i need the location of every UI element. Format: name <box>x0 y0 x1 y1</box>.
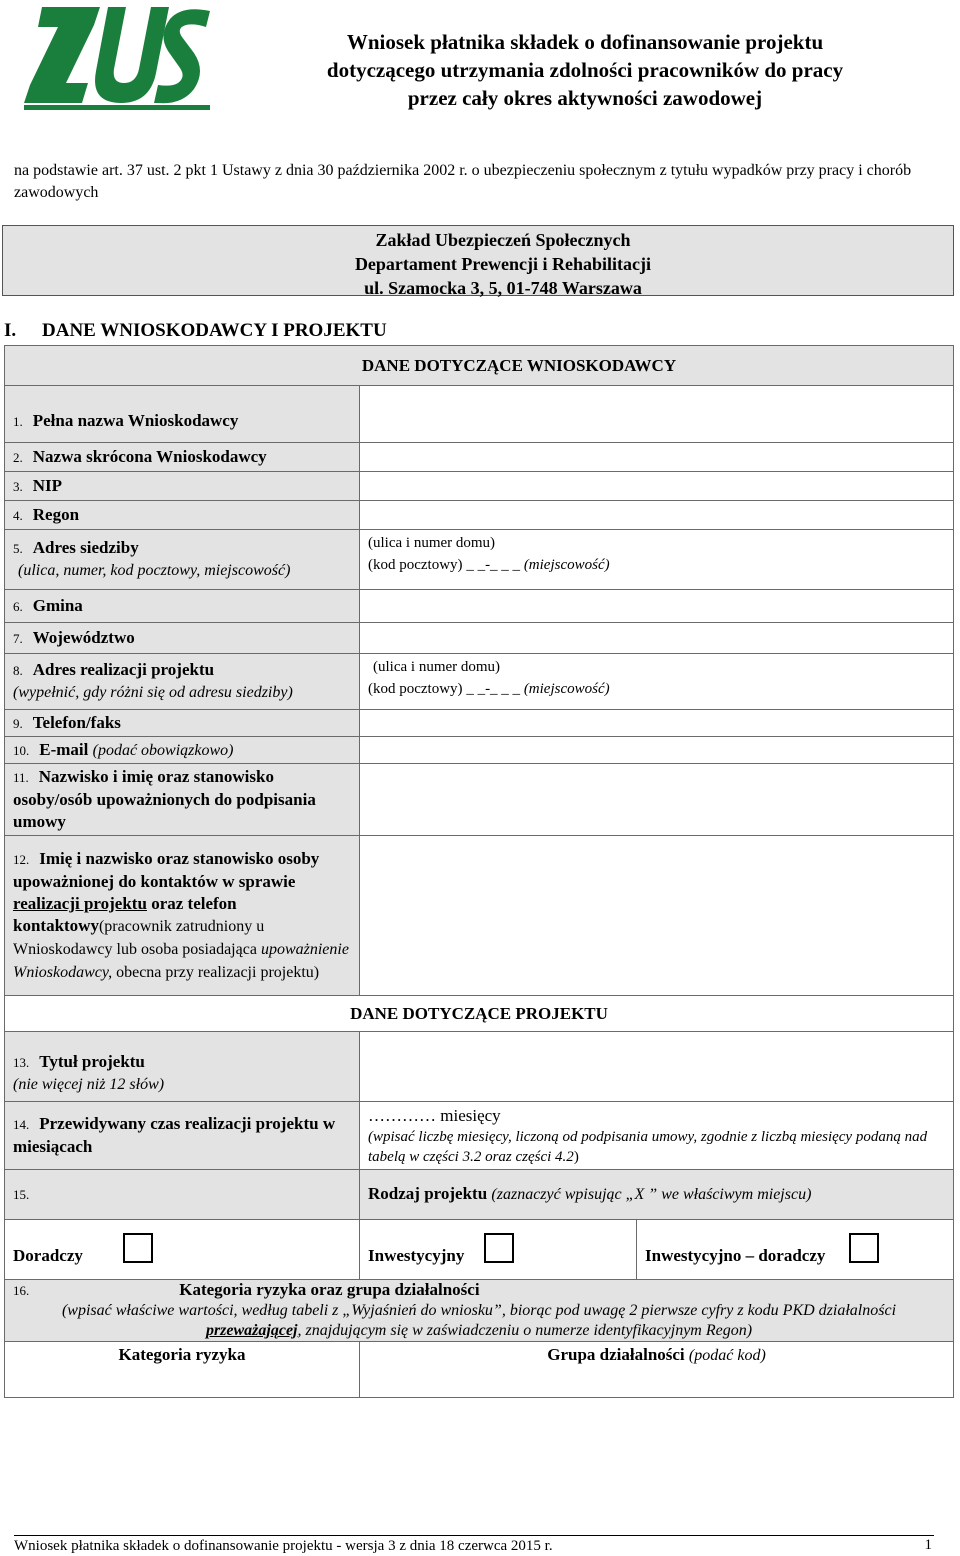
row-contact-person-label <box>5 836 360 996</box>
field-label: Kategoria ryzyka oraz grupa działalności <box>179 1280 480 1299</box>
commune-field[interactable] <box>360 590 954 623</box>
row-number: 4. <box>13 507 23 523</box>
checkbox-investment-advisory[interactable] <box>849 1233 879 1263</box>
field-hint: (zaznaczyć wpisując „X ” we właściwym miejscu) <box>491 1186 812 1203</box>
row-risk-category-header <box>5 1280 954 1342</box>
field-label: Nazwa skrócona Wnioskodawcy <box>32 446 267 466</box>
row-authorized-signatory-label <box>5 764 360 836</box>
row-number: 2. <box>13 449 23 465</box>
city-hint: (miejscowość) <box>523 681 610 697</box>
row-full-name-label <box>5 386 360 443</box>
row-regon-label <box>5 501 360 530</box>
field-label: NIP <box>32 475 63 495</box>
applicant-section-header <box>5 346 954 386</box>
page-footer: Wniosek płatnika składek o dofinansowanie projektu - wersja 3 z dnia 18 czerwca 2015 r. <box>14 1535 934 1555</box>
short-name-field[interactable] <box>360 443 954 472</box>
full-name-field[interactable] <box>360 386 954 443</box>
project-section-header <box>5 996 954 1032</box>
document-title <box>270 28 900 112</box>
row-number: 7. <box>13 630 23 646</box>
title-line-2: dotyczącego utrzymania zdolności pracowników do pracy <box>326 58 844 82</box>
duration-months-placeholder: ………… miesięcy <box>368 1105 501 1125</box>
type-option-investment <box>360 1220 637 1280</box>
zus-logo <box>22 5 212 111</box>
type-label-investment: Inwestycyjny <box>368 1245 465 1265</box>
row-voivodeship-label <box>5 623 360 654</box>
postal-mask: _ _-_ _ _ <box>466 557 521 573</box>
activity-group-label: Grupa działalności <box>547 1345 685 1364</box>
row-number: 10. <box>13 742 30 758</box>
risk-note-end: , znajdującym się w zaświadczeniu o numerze identyfikacyjnym Regon) <box>297 1322 753 1339</box>
field-label: Województwo <box>32 627 135 647</box>
row-nip-label <box>5 472 360 501</box>
field-label: Telefon/faks <box>32 712 121 732</box>
row-number: 14. <box>13 1117 30 1132</box>
field-hint: obecna przy realizacji projektu) <box>112 963 320 981</box>
type-label-advisory: Doradczy <box>13 1245 83 1265</box>
row-project-title-label <box>5 1032 360 1102</box>
row-number: 1. <box>13 413 23 429</box>
field-label: Adres realizacji projektu <box>32 660 215 679</box>
field-label-underlined: realizacji projektu <box>13 893 147 913</box>
seat-address-field[interactable] <box>360 530 954 590</box>
page-number: 1 <box>924 1537 932 1553</box>
row-project-type-number <box>5 1170 360 1220</box>
street-hint: (ulica i numer domu) <box>373 659 501 675</box>
field-label: Nazwisko i imię oraz stanowisko osoby/osób upoważnionych do podpisania umowy <box>13 767 316 831</box>
field-label: Adres siedziby <box>32 538 139 557</box>
recipient-address-box <box>2 225 954 296</box>
postal-hint: (kod pocztowy) <box>368 681 463 697</box>
type-option-advisory <box>5 1220 360 1280</box>
field-hint-italic: upoważnienie Wnioskodawcy, <box>13 940 349 981</box>
title-line-1: Wniosek płatnika składek o dofinansowanie projektu <box>346 30 824 54</box>
row-email-label <box>5 737 360 764</box>
field-label: Regon <box>32 504 80 524</box>
row-number: 11. <box>13 770 29 785</box>
section-title: DANE WNIOSKODAWCY I PROJEKTU <box>42 320 387 341</box>
activity-group-field[interactable] <box>360 1342 954 1398</box>
duration-hint-end: ) <box>573 1148 579 1165</box>
field-hint: (podać obowiązkowo) <box>92 741 234 759</box>
row-number: 8. <box>13 663 23 678</box>
section-number: I. <box>4 320 17 341</box>
nip-field[interactable] <box>360 472 954 501</box>
row-seat-address-label <box>5 530 360 590</box>
row-phone-label <box>5 710 360 737</box>
row-number: 12. <box>13 851 30 867</box>
row-duration-label <box>5 1102 360 1170</box>
project-title-field[interactable] <box>360 1032 954 1102</box>
row-number: 16. <box>13 1283 30 1298</box>
row-project-type-label <box>360 1170 954 1220</box>
field-label: Rodzaj projektu <box>368 1184 488 1203</box>
checkbox-advisory[interactable] <box>123 1233 153 1263</box>
authorized-signatory-field[interactable] <box>360 764 954 836</box>
legal-basis: na podstawie art. 37 ust. 2 pkt 1 Ustawy z dnia 30 października 2002 r. o ubezpieczeniu społecznym z tytułu wypadków przy pracy i chorób zawodowych <box>14 162 912 201</box>
voivodeship-field[interactable] <box>360 623 954 654</box>
postal-hint: (kod pocztowy) <box>368 557 463 573</box>
field-hint: (wypełnić, gdy różni się od adresu siedziby) <box>13 684 293 701</box>
row-commune-label <box>5 590 360 623</box>
activity-group-hint: (podać kod) <box>688 1347 766 1364</box>
address-line-3: ul. Szamocka 3, 5, 01-748 Warszawa <box>364 278 642 298</box>
street-hint: (ulica i numer domu) <box>368 535 496 551</box>
type-option-investment-advisory <box>637 1220 954 1280</box>
regon-field[interactable] <box>360 501 954 530</box>
row-number: 6. <box>13 598 23 614</box>
duration-field[interactable] <box>360 1102 954 1170</box>
row-number: 5. <box>13 541 23 556</box>
row-project-address-label <box>5 654 360 710</box>
address-line-1: Zakład Ubezpieczeń Społecznych <box>375 230 631 250</box>
field-hint: (nie więcej niż 12 słów) <box>13 1076 165 1093</box>
field-label: Pełna nazwa Wnioskodawcy <box>32 410 239 430</box>
section-heading <box>4 320 387 342</box>
postal-mask: _ _-_ _ _ <box>466 681 521 697</box>
row-number: 3. <box>13 478 23 494</box>
field-label: Gmina <box>32 595 83 615</box>
contact-person-field[interactable] <box>360 836 954 996</box>
field-hint: (ulica, numer, kod pocztowy, miejscowość) <box>18 562 291 579</box>
phone-field[interactable] <box>360 710 954 737</box>
project-address-field[interactable] <box>360 654 954 710</box>
row-number: 15. <box>13 1187 30 1202</box>
title-line-3: przez cały okres aktywności zawodowej <box>407 86 763 110</box>
field-label: Tytuł projektu <box>39 1052 145 1071</box>
city-hint: (miejscowość) <box>523 557 610 573</box>
duration-hint: (wpisać liczbę miesięcy, liczoną od podpisania umowy, zgodnie z liczbą miesięcy podaną nad tabelą w części 3.2 oraz części 4.2 <box>368 1128 928 1165</box>
risk-category-label: Kategoria ryzyka <box>118 1345 246 1364</box>
type-label-investment-advisory: Inwestycyjno – doradczy <box>645 1245 826 1265</box>
risk-category-field[interactable] <box>5 1342 360 1398</box>
email-field[interactable] <box>360 737 954 764</box>
field-label: Przewidywany czas realizacji projektu w miesiącach <box>13 1114 336 1156</box>
address-line-2: Departament Prewencji i Rehabilitacji <box>354 254 652 274</box>
checkbox-investment[interactable] <box>484 1233 514 1263</box>
project-header-text: DANE DOTYCZĄCE PROJEKTU <box>350 1003 608 1023</box>
field-label: Imię i nazwisko oraz stanowisko osoby upoważnionej do kontaktów w sprawie <box>13 848 320 891</box>
field-hint: (pracownik zatrudniony u Wnioskodawcy lub osoba posiadająca <box>13 917 265 958</box>
application-form-table <box>4 345 954 1398</box>
field-label: E-mail <box>39 739 89 759</box>
row-short-name-label <box>5 443 360 472</box>
row-number: 9. <box>13 715 23 731</box>
applicant-header-text: DANE DOTYCZĄCE WNIOSKODAWCY <box>361 355 677 375</box>
risk-note-emphasis: przeważającej <box>205 1322 298 1339</box>
row-number: 13. <box>13 1055 30 1070</box>
field-label: oraz telefon kontaktowy <box>13 893 237 935</box>
risk-note: (wpisać właściwe wartości, według tabeli z „Wyjaśnień do wniosku”, biorąc pod uwagę 2 pierwsze cyfry z kodu PKD działalności <box>61 1302 897 1319</box>
